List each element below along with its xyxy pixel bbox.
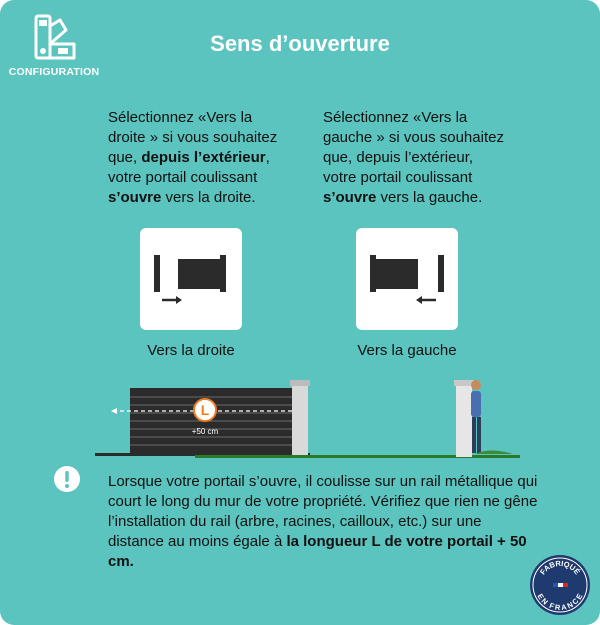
seal-top-text: FABRIQUÉ — [538, 558, 582, 577]
length-letter: L — [200, 402, 210, 418]
configuration-label: CONFIGURATION — [8, 66, 100, 78]
extra-length-label: +50 cm — [191, 427, 219, 436]
rail-note — [108, 472, 538, 572]
option-left-card[interactable] — [356, 228, 458, 330]
left-option-description — [108, 108, 293, 208]
exclamation-icon — [54, 466, 80, 492]
gate-illustration — [95, 375, 520, 460]
option-right-label[interactable]: Vers la droite — [147, 342, 235, 359]
option-left-label[interactable]: Vers la gauche — [357, 342, 457, 359]
note-bold-1: la longueur L de votre portail + 50 cm. — [108, 533, 527, 570]
right-desc-text-2: vers la gauche. — [376, 189, 483, 206]
left-desc-text-3: vers la droite. — [161, 189, 256, 206]
made-in-france-seal — [529, 554, 591, 616]
left-desc-bold-2: s’ouvre — [108, 189, 162, 206]
page-title: Sens d’ouverture — [210, 31, 390, 56]
left-desc-text-2: , votre portail coulissant — [108, 149, 270, 186]
gate-slide-left-icon — [356, 228, 458, 330]
option-right-card[interactable] — [140, 228, 242, 330]
right-desc-bold-1: s’ouvre — [323, 189, 377, 206]
gate-slide-right-icon — [140, 228, 242, 330]
right-option-description — [323, 108, 508, 208]
left-desc-text-1: Sélectionnez «Vers la droite » si vous souhaitez que, — [108, 109, 278, 166]
note-text-1: Lorsque votre portail s’ouvre, il coulisse sur un rail métallique qui court le long du mur de votre propriété. Vérifiez que rien ne gêne l’installation du rail (arbre, racines, cailloux, etc.) sur une distance au moins égale à — [108, 473, 538, 550]
seal-bottom-text: EN FRANCE — [535, 592, 585, 613]
left-desc-bold-1: depuis l’extérieur — [141, 149, 266, 166]
right-desc-text-1: Sélectionnez «Vers la gauche » si vous souhaitez que, depuis l’extérieur, votre portail coulissant — [323, 109, 504, 186]
